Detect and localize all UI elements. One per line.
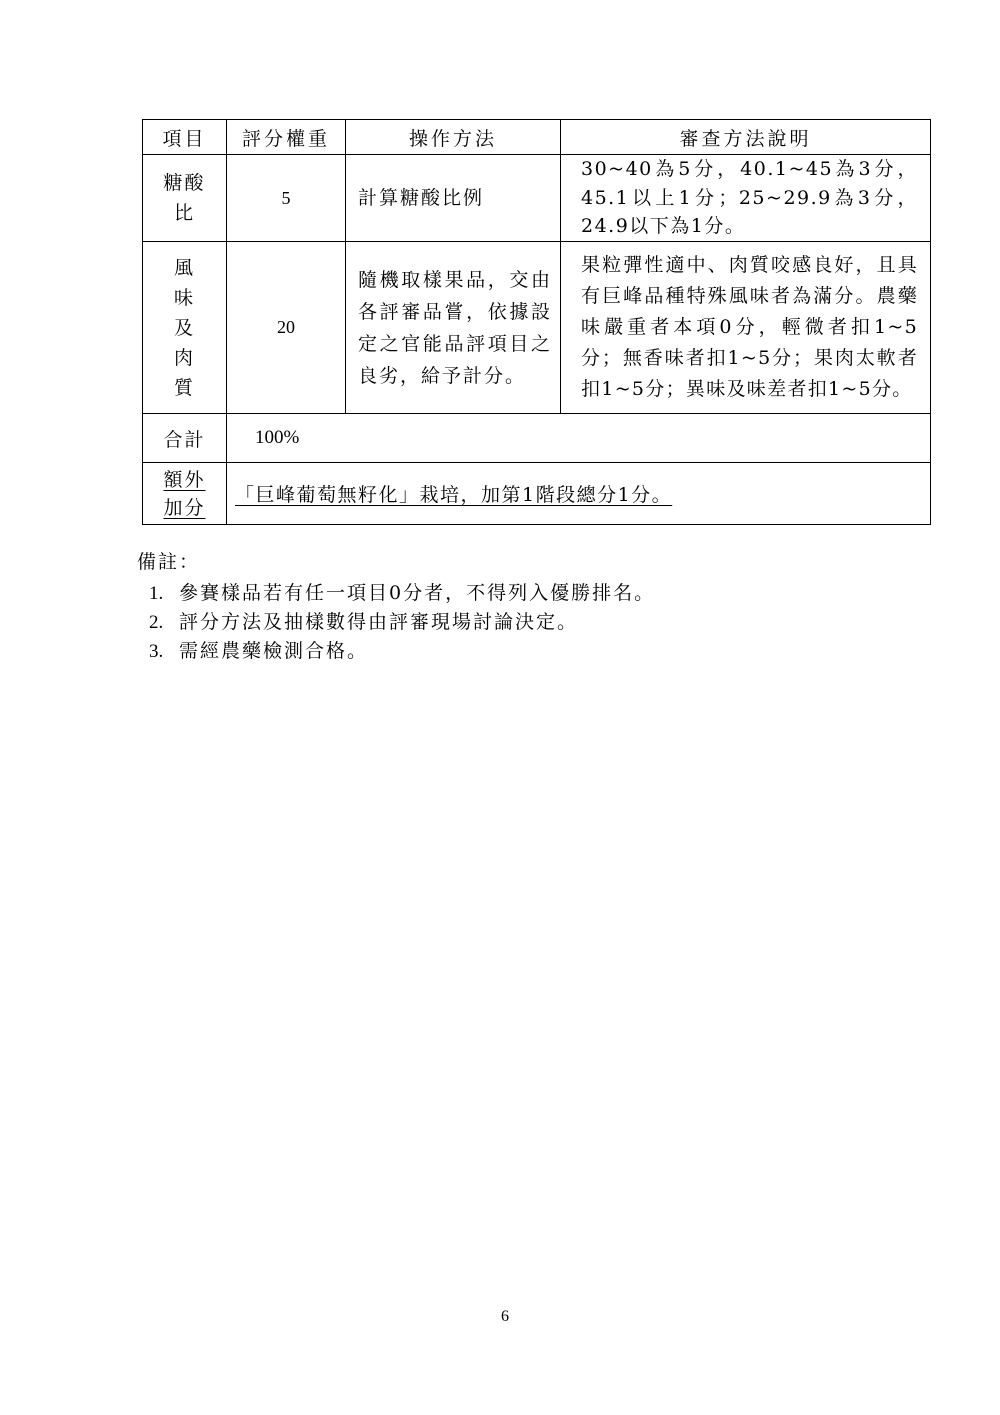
bonus-text: 「巨峰葡萄無籽化」栽培，加第1階段總分1分。	[235, 484, 673, 506]
list-item	[149, 579, 655, 608]
total-value: 100%	[227, 414, 931, 463]
table-total-row	[143, 414, 931, 463]
note-text: 參賽樣品若有任一項目0分者，不得列入優勝排名。	[179, 582, 656, 604]
header-weight: 評分權重	[227, 120, 346, 155]
bonus-text-cell	[227, 463, 931, 525]
row-description: 30~40為5分，40.1~45為3分，45.1以上1分；25~29.9為3分，24.9以下為1分。	[561, 155, 931, 242]
table-row	[143, 155, 931, 242]
table-row	[143, 242, 931, 414]
row-item-sugar-acid	[143, 155, 227, 242]
row-method: 計算糖酸比例	[346, 155, 561, 242]
note-text: 評分方法及抽樣數得由評審現場討論決定。	[179, 611, 579, 633]
table-bonus-row	[143, 463, 931, 525]
notes-title: 備註：	[137, 551, 201, 573]
note-number: 1.	[149, 583, 164, 604]
bonus-label-cell	[143, 463, 227, 525]
page-number: 6	[501, 1308, 509, 1325]
scoring-table	[142, 119, 931, 525]
row-weight: 5	[227, 155, 346, 242]
table-header-row	[143, 120, 931, 155]
row-weight: 20	[227, 242, 346, 414]
header-description: 審查方法說明	[561, 120, 931, 155]
header-item: 項目	[143, 120, 227, 155]
total-label: 合計	[143, 414, 227, 463]
row-item-label: 糖酸比	[163, 172, 206, 224]
header-method: 操作方法	[346, 120, 561, 155]
row-item-flavor	[143, 242, 227, 414]
note-number: 3.	[149, 641, 164, 662]
notes-section	[137, 548, 655, 666]
notes-list	[137, 579, 655, 666]
bonus-label: 額外加分	[163, 468, 206, 519]
row-method: 隨機取樣果品，交由各評審品嘗，依據設定之官能品評項目之良劣，給予計分。	[346, 242, 561, 414]
list-item	[149, 608, 655, 637]
list-item	[149, 637, 655, 666]
row-description: 果粒彈性適中、肉質咬感良好，且具有巨峰品種特殊風味者為滿分。農藥味嚴重者本項0分，輕微者扣1~5分；無香味者扣1~5分；果肉太軟者扣1~5分；異味及味差者扣1~5分。	[561, 242, 931, 414]
row-item-label: 風味及肉質	[173, 256, 195, 399]
note-number: 2.	[149, 612, 164, 633]
note-text: 需經農藥檢測合格。	[179, 640, 369, 662]
